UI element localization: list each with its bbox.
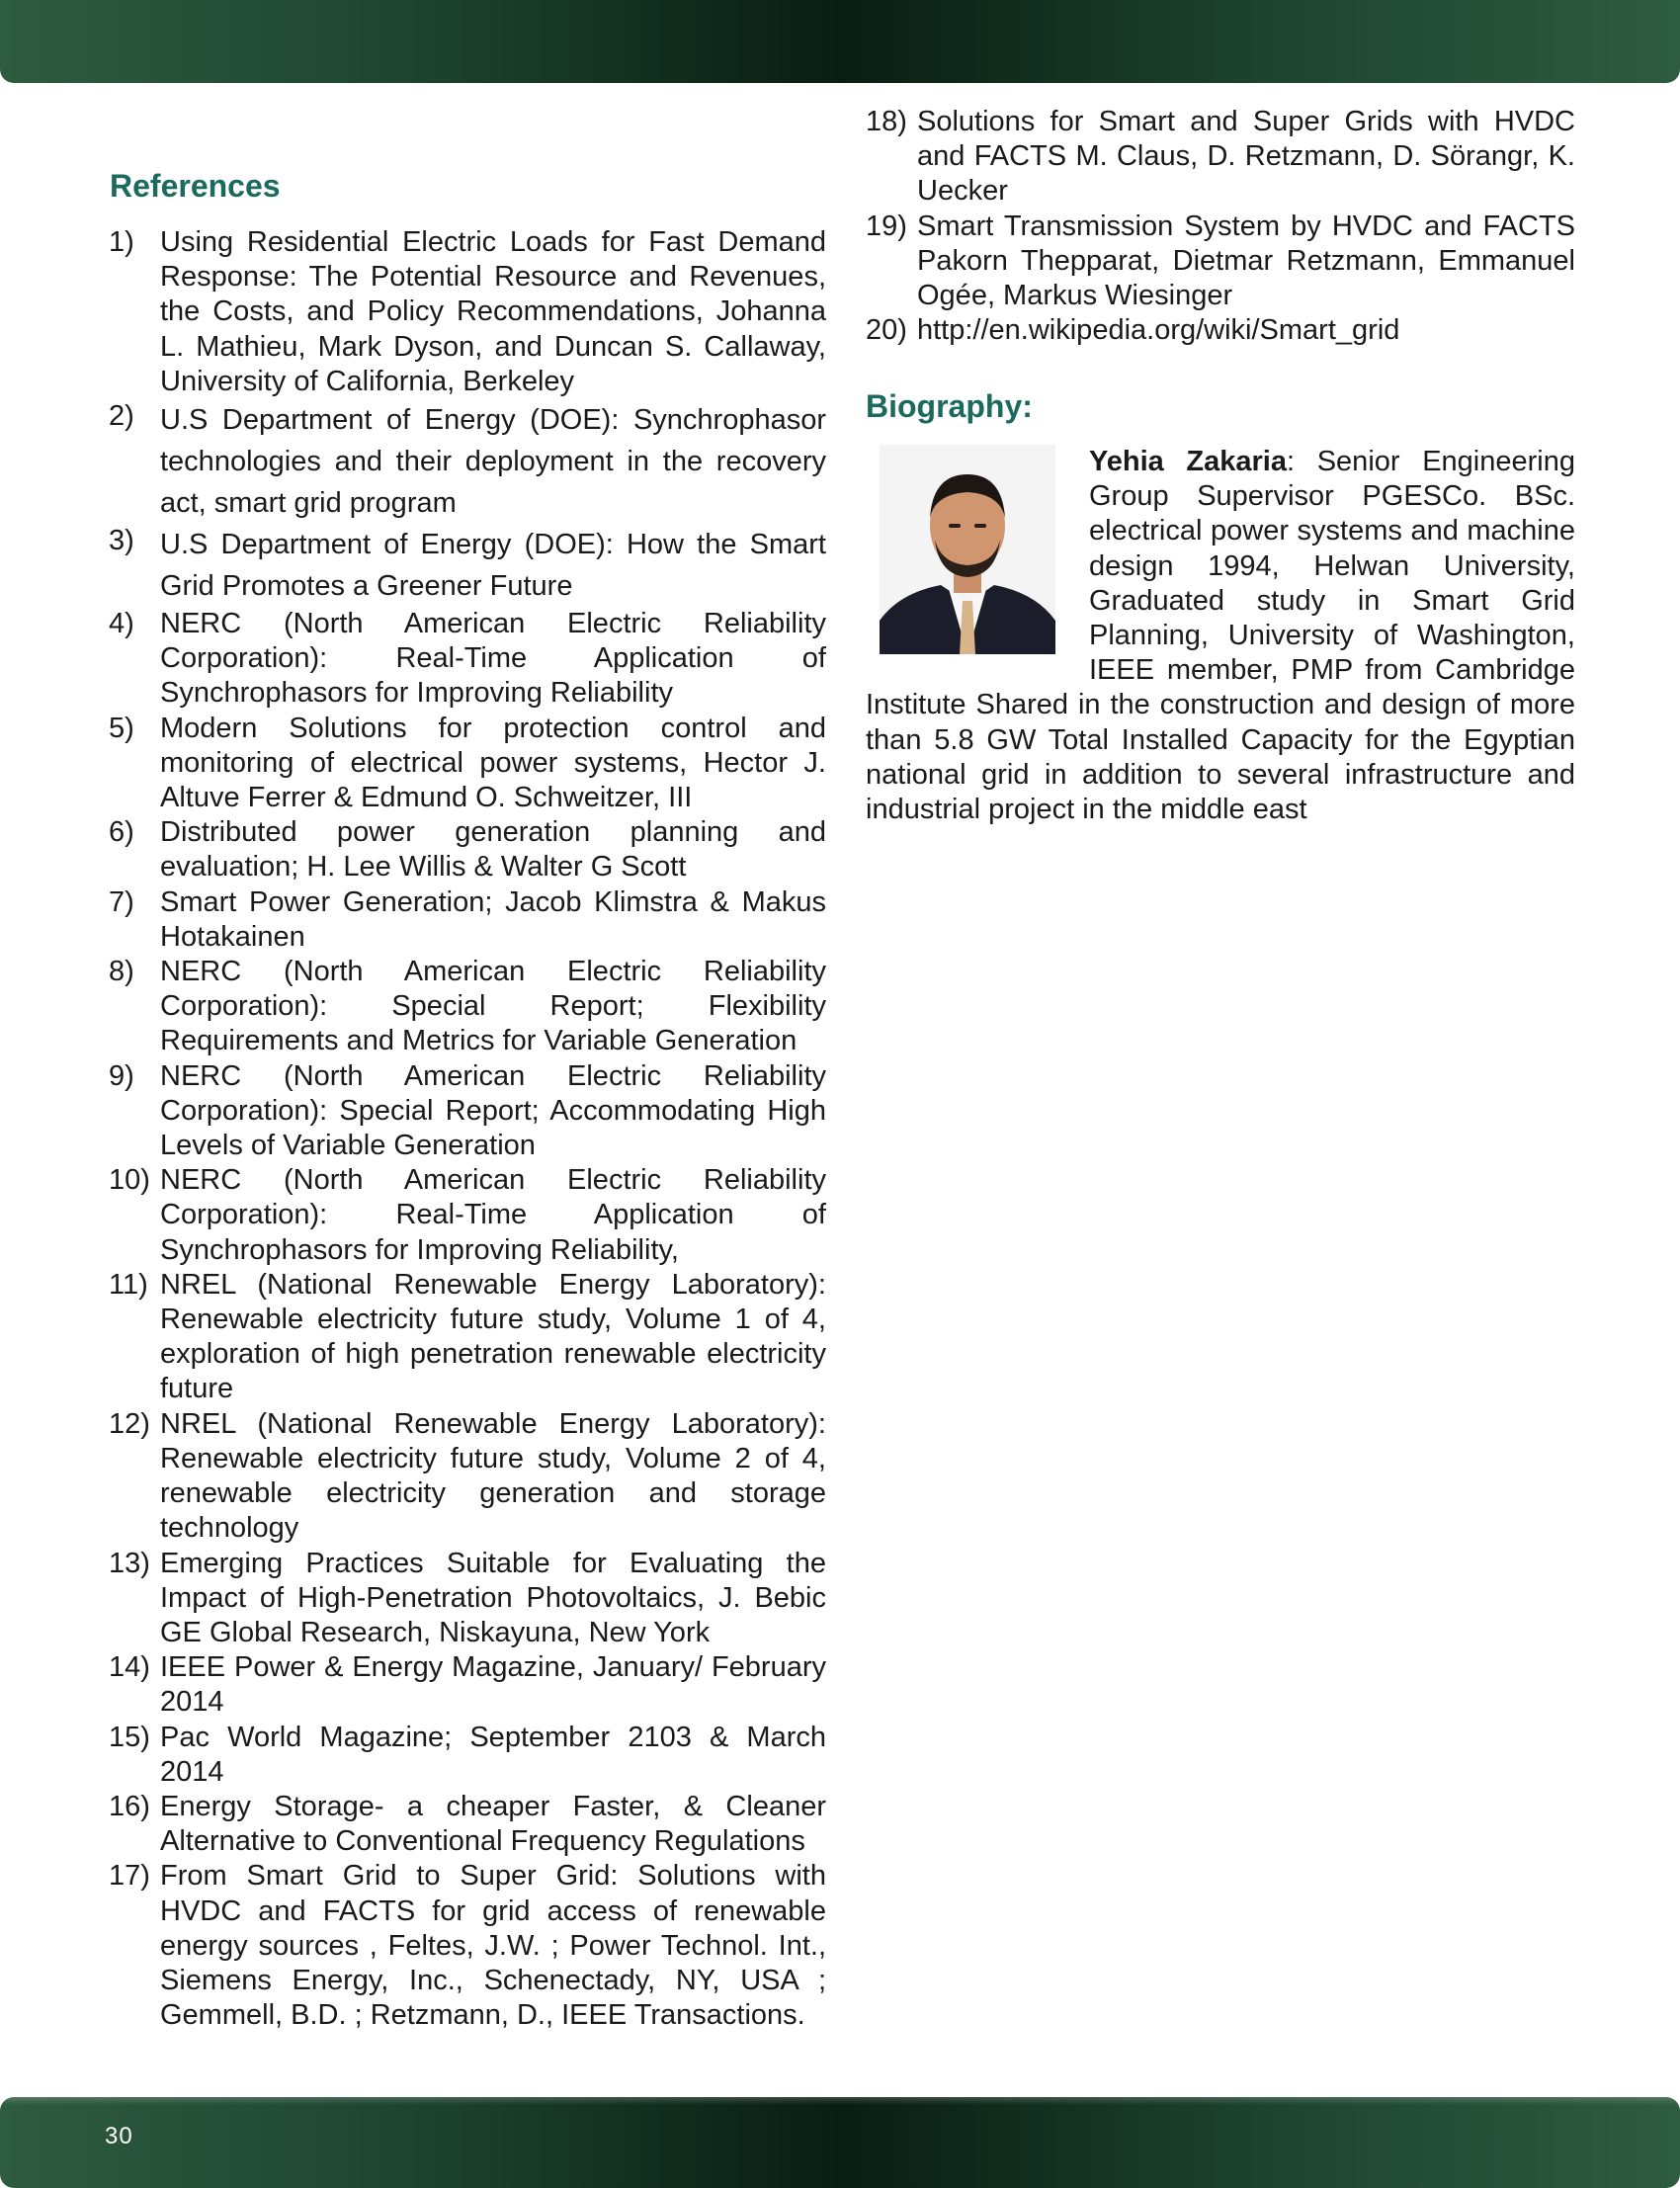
footer-band (0, 2097, 1680, 2188)
reference-number: 15) (109, 1721, 150, 1753)
reference-item (109, 712, 826, 816)
reference-item (109, 1547, 826, 1651)
reference-text: Using Residential Electric Loads for Fast Demand Response: The Potential Resource and Revenues, the Costs, and Policy Recommendations, Johanna L. Mathieu, Mark Dyson, and Duncan S. Callaway, University of California, Berkeley (160, 226, 826, 397)
reference-item (109, 885, 826, 955)
reference-number: 1) (109, 226, 134, 258)
reference-item (109, 1790, 826, 1859)
references-list-right (866, 105, 1575, 348)
reference-item (109, 1163, 826, 1268)
reference-number: 6) (109, 816, 134, 849)
reference-text: IEEE Power & Energy Magazine, January/ February 2014 (160, 1651, 826, 1719)
header-band (0, 0, 1680, 83)
reference-text: U.S Department of Energy (DOE): Synchrophasor technologies and their deployment in the recovery act, smart grid program (160, 404, 826, 520)
reference-text: Smart Power Generation; Jacob Klimstra & Makus Hotakainen (160, 885, 826, 953)
reference-number: 12) (109, 1407, 150, 1440)
reference-item (109, 607, 826, 712)
reference-item (109, 815, 826, 884)
reference-number: 2) (109, 400, 134, 433)
references-list-left (109, 225, 826, 2033)
reference-text: U.S Department of Energy (DOE): How the Smart Grid Promotes a Greener Future (160, 529, 826, 603)
reference-number: 10) (109, 1164, 150, 1197)
reference-number: 13) (109, 1547, 150, 1579)
reference-text: NERC (North American Electric Reliability Corporation): Real-Time Application of Synchrophasors for Improving Reliability, (160, 1164, 826, 1266)
reference-number: 18) (866, 106, 907, 137)
author-portrait-icon (880, 445, 1055, 654)
reference-number: 16) (109, 1790, 150, 1822)
biography-text: : Senior Engineering Group Supervisor PGESCo. BSc. electrical power systems and machine design 1994, Helwan University, Graduated study in Smart Grid Planning, University of Washington, IEEE member, PMP from Cambridge Institute Shared in the construction and design of more than 5.8 GW Total Installed Capacity for the Egyptian national grid in addition to several infrastructure and industrial project in the middle east (866, 446, 1575, 826)
reference-item (109, 1859, 826, 2033)
reference-item (109, 399, 826, 524)
reference-text: NERC (North American Electric Reliability Corporation): Special Report; Flexibility Requirements and Metrics for Variable Generation (160, 956, 826, 1057)
reference-number: 5) (109, 712, 134, 744)
reference-item (109, 1407, 826, 1547)
biography-block (866, 445, 1575, 827)
reference-number: 11) (109, 1268, 148, 1301)
reference-number: 19) (866, 210, 907, 242)
reference-item (109, 1721, 826, 1790)
reference-text: NERC (North American Electric Reliability Corporation): Real-Time Application of Synchrophasors for Improving Reliability (160, 608, 826, 710)
reference-number: 7) (109, 885, 134, 918)
reference-item (109, 225, 826, 399)
references-heading: References (110, 168, 281, 204)
reference-number: 8) (109, 956, 134, 988)
reference-item (109, 1268, 826, 1407)
reference-text: Solutions for Smart and Super Grids with HVDC and FACTS M. Claus, D. Retzmann, D. Sörangr, K. Uecker (917, 106, 1575, 208)
reference-number: 17) (109, 1860, 150, 1893)
reference-number: 3) (109, 525, 134, 557)
reference-text: NERC (North American Electric Reliability Corporation): Special Report; Accommodating High Levels of Variable Generation (160, 1059, 826, 1162)
reference-item (109, 1059, 826, 1164)
page-number: 30 (105, 2123, 133, 2149)
reference-text: Modern Solutions for protection control and monitoring of electrical power systems, Hector J. Altuve Ferrer & Edmund O. Schweitzer, III (160, 712, 826, 814)
reference-item (866, 313, 1575, 348)
reference-item (109, 524, 826, 607)
reference-item (109, 1650, 826, 1720)
reference-text: Distributed power generation planning and evaluation; H. Lee Willis & Walter G Scott (160, 816, 826, 884)
reference-text: Pac World Magazine; September 2103 & March 2014 (160, 1721, 826, 1788)
reference-text: Emerging Practices Suitable for Evaluating the Impact of High-Penetration Photovoltaics, J. Bebic GE Global Research, Niskayuna, New York (160, 1547, 826, 1648)
reference-text: From Smart Grid to Super Grid: Solutions with HVDC and FACTS for grid access of renewable energy sources , Feltes, J.W. ; Power Technol. Int., Siemens Energy, Inc., Schenectady, NY, USA ; Gemmell, B.D. ; Retzmann, D., IEEE Transactions. (160, 1860, 826, 2032)
reference-text: NREL (National Renewable Energy Laboratory): Renewable electricity future study, Volume 2 of 4, renewable electricity generation and storage technology (160, 1407, 826, 1545)
reference-item (866, 210, 1575, 314)
reference-item (109, 955, 826, 1059)
reference-text: Smart Transmission System by HVDC and FACTS Pakorn Thepparat, Dietmar Retzmann, Emmanuel Ogée, Markus Wiesinger (917, 210, 1575, 312)
author-photo (880, 445, 1055, 654)
reference-text: http://en.wikipedia.org/wiki/Smart_grid (917, 314, 1400, 347)
reference-number: 20) (866, 314, 907, 347)
reference-text: NREL (National Renewable Energy Laboratory): Renewable electricity future study, Volume 1 of 4, exploration of high penetration renewable electricity future (160, 1268, 826, 1405)
reference-number: 14) (109, 1651, 150, 1684)
reference-number: 4) (109, 608, 134, 640)
reference-item (866, 105, 1575, 210)
reference-number: 9) (109, 1059, 134, 1092)
biography-heading: Biography: (866, 388, 1033, 424)
author-name: Yehia Zakaria (1089, 446, 1287, 477)
reference-text: Energy Storage- a cheaper Faster, & Cleaner Alternative to Conventional Frequency Regulations (160, 1790, 826, 1858)
